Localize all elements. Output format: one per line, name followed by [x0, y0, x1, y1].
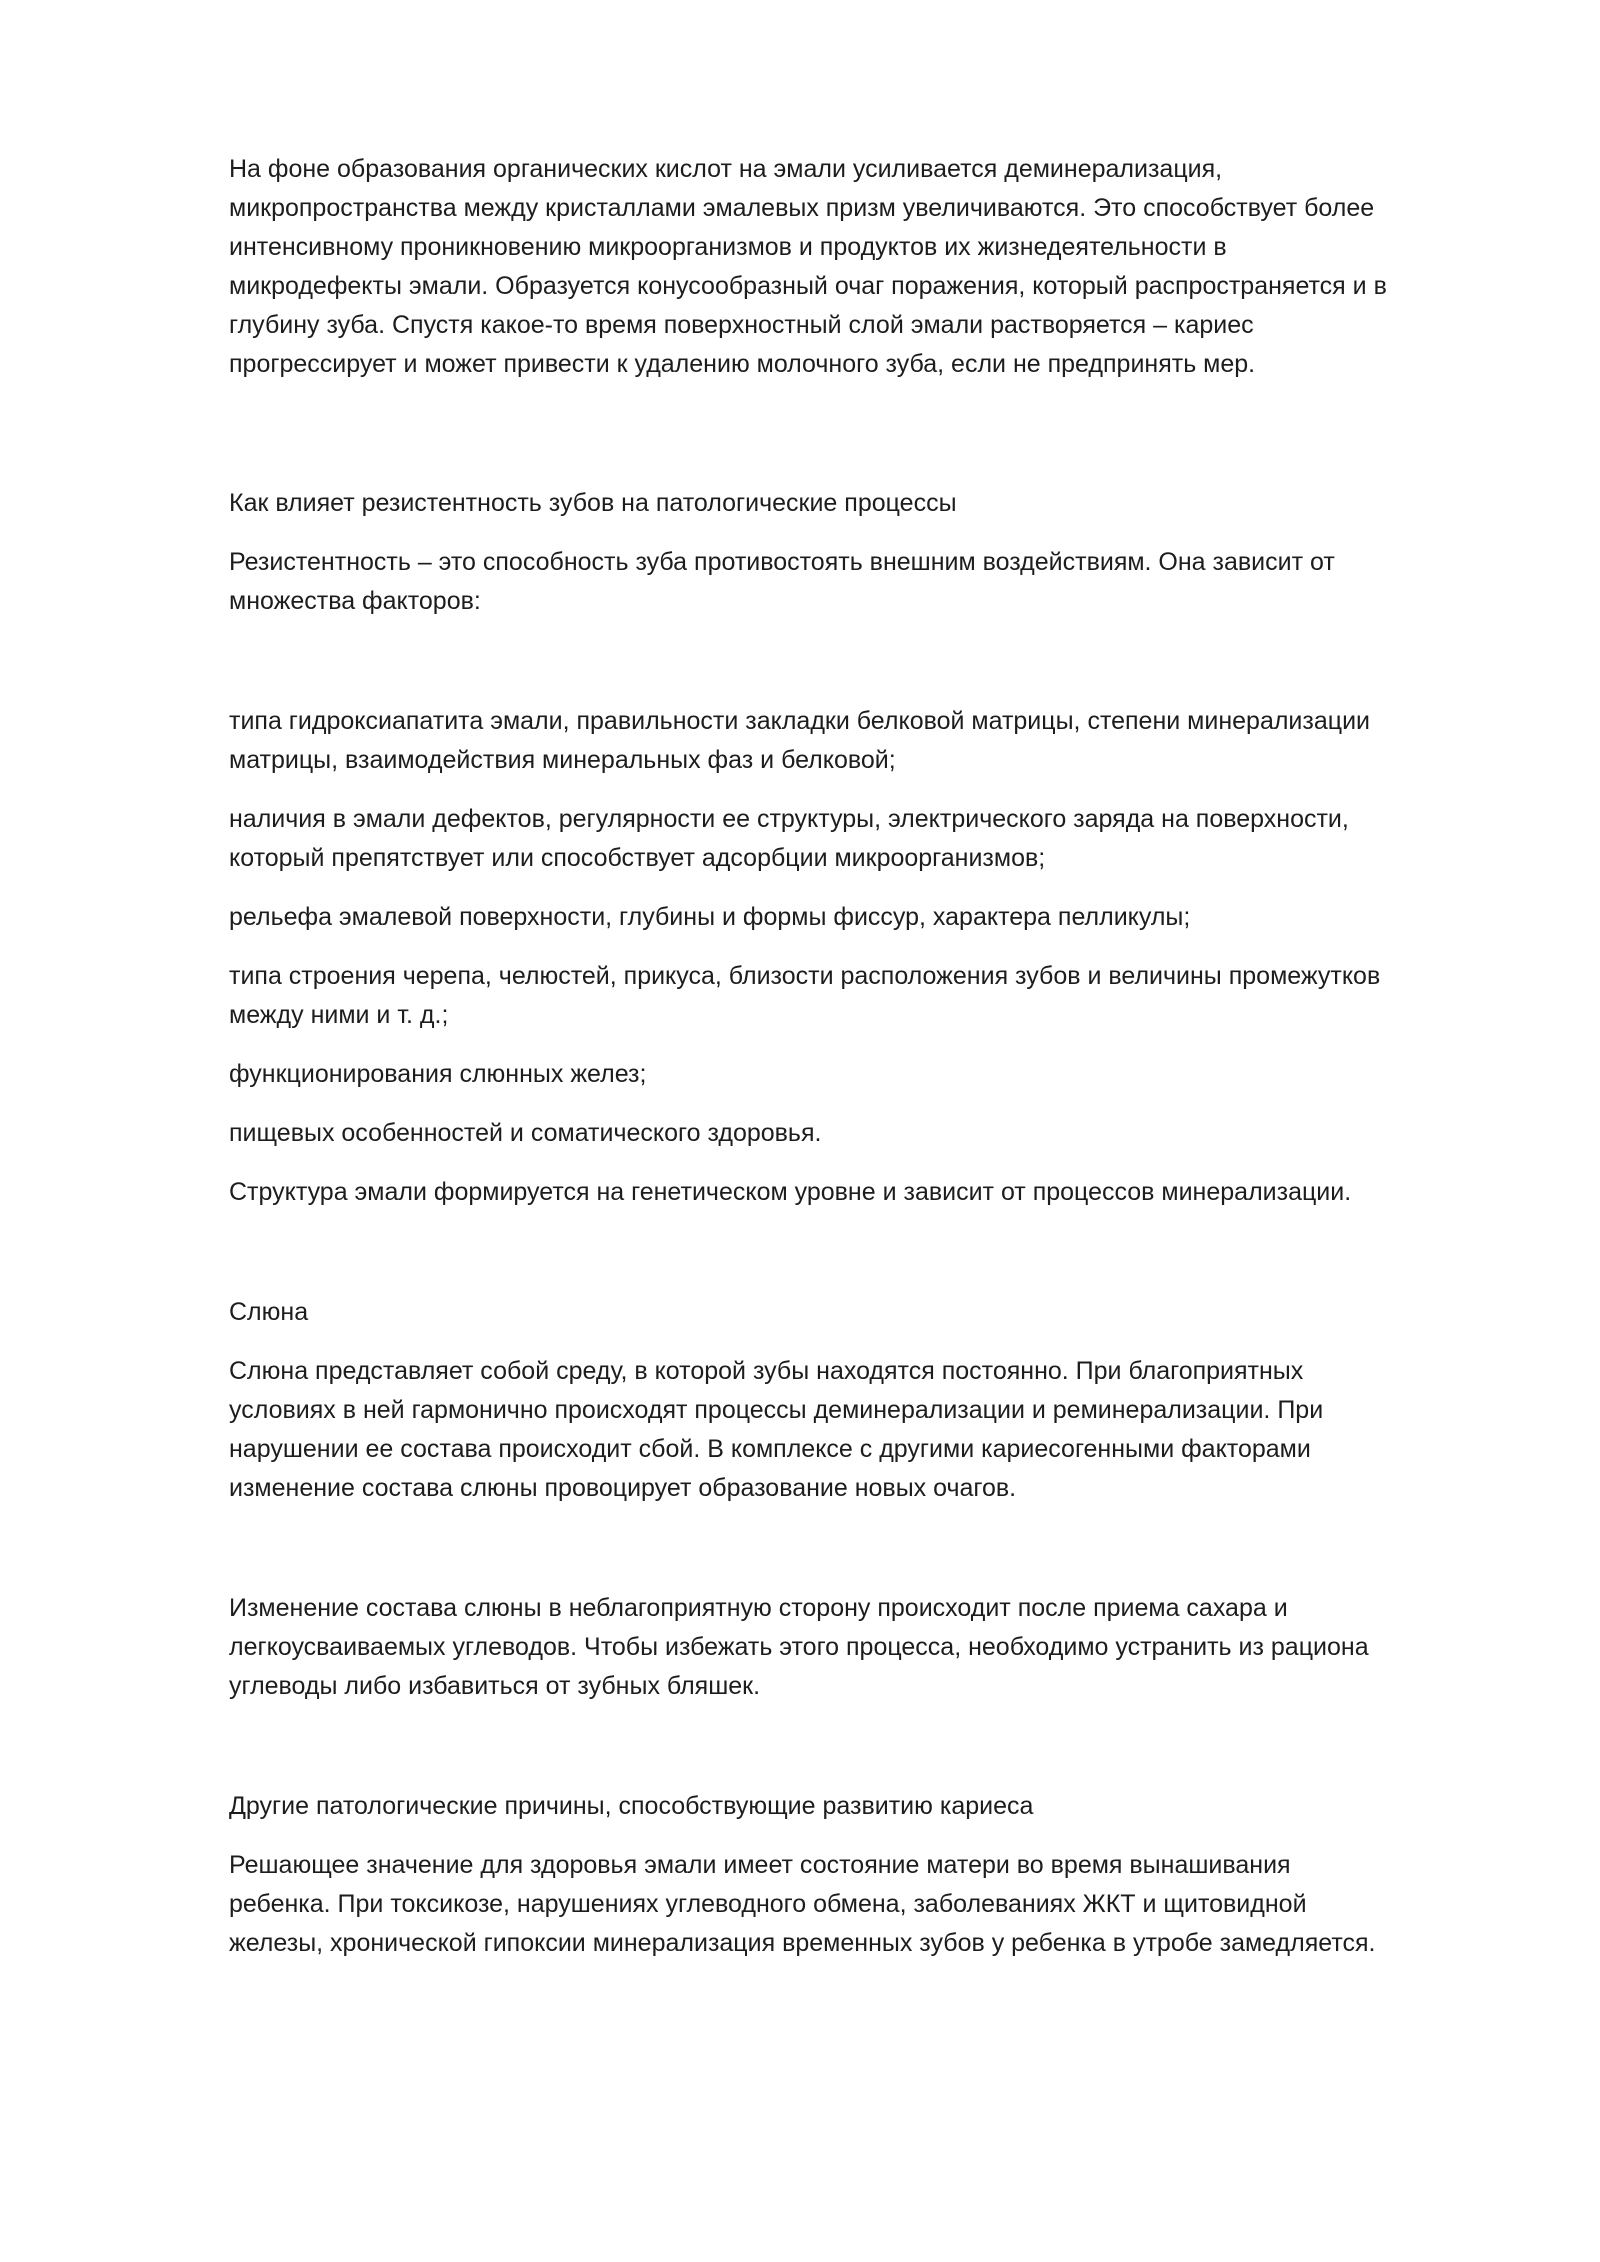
factor-item: типа строения черепа, челюстей, прикуса, близости расположения зубов и величины промежутков между ними и т. д.; [229, 962, 1381, 1029]
factor-item: рельефа эмалевой поверхности, глубины и формы фиссур, характера пелликулы; [229, 903, 1191, 931]
paragraph-saliva-change: Изменение состава слюны в неблагоприятную сторону происходит после приема сахара и легкоусваиваемых углеводов. Чтобы избежать этого процесса, необходимо устранить из рациона углеводы либо избавиться от зубных бляшек. [229, 1594, 1369, 1700]
factor-item: наличия в эмали дефектов, регулярности ее структуры, электрического заряда на поверхности, который препятствует или способствует адсорбции микроорганизмов; [229, 805, 1349, 872]
heading-other-causes: Другие патологические причины, способствующие развитию кариеса [229, 1792, 1034, 1820]
heading-saliva: Слюна [229, 1298, 309, 1326]
factor-item: типа гидроксиапатита эмали, правильности закладки белковой матрицы, степени минерализации матрицы, взаимодействия минеральных фаз и белковой; [229, 707, 1371, 774]
paragraph-resistance: Резистентность – это способность зуба противостоять внешним воздействиям. Она зависит от множества факторов: [229, 548, 1335, 615]
document-page [229, 150, 1494, 1963]
paragraph-structure: Структура эмали формируется на генетическом уровне и зависит от процессов минерализации. [229, 1178, 1352, 1206]
paragraph-saliva: Слюна представляет собой среду, в которой зубы находятся постоянно. При благоприятных условиях в ней гармонично происходят процессы деминерализации и реминерализации. При нарушении ее состава происходит сбой. В комплексе с другими кариесогенными факторами изменение состава слюны провоцирует образование новых очагов. [229, 1357, 1324, 1502]
paragraph-demineralization: На фоне образования органических кислот на эмали усиливается деминерализация, микропространства между кристаллами эмалевых призм увеличиваются. Это способствует более интенсивному проникновению микроорганизмов и продуктов их жизнедеятельности в микродефекты эмали. Образуется конусообразный очаг поражения, который распространяется и в глубину зуба. Спустя какое-то время поверхностный слой эмали растворяется – кариес прогрессирует и может привести к удалению молочного зуба, если не предпринять мер. [229, 155, 1387, 378]
factor-item: функционирования слюнных желез; [229, 1060, 647, 1088]
factor-item: пищевых особенностей и соматического здоровья. [229, 1119, 822, 1147]
heading-resistance: Как влияет резистентность зубов на патологические процессы [229, 489, 957, 517]
paragraph-other-causes: Решающее значение для здоровья эмали имеет состояние матери во время вынашивания ребенка. При токсикозе, нарушениях углеводного обмена, заболеваниях ЖКТ и щитовидной железы, хронической гипоксии минерализация временных зубов у ребенка в утробе замедляется. [229, 1851, 1376, 1957]
